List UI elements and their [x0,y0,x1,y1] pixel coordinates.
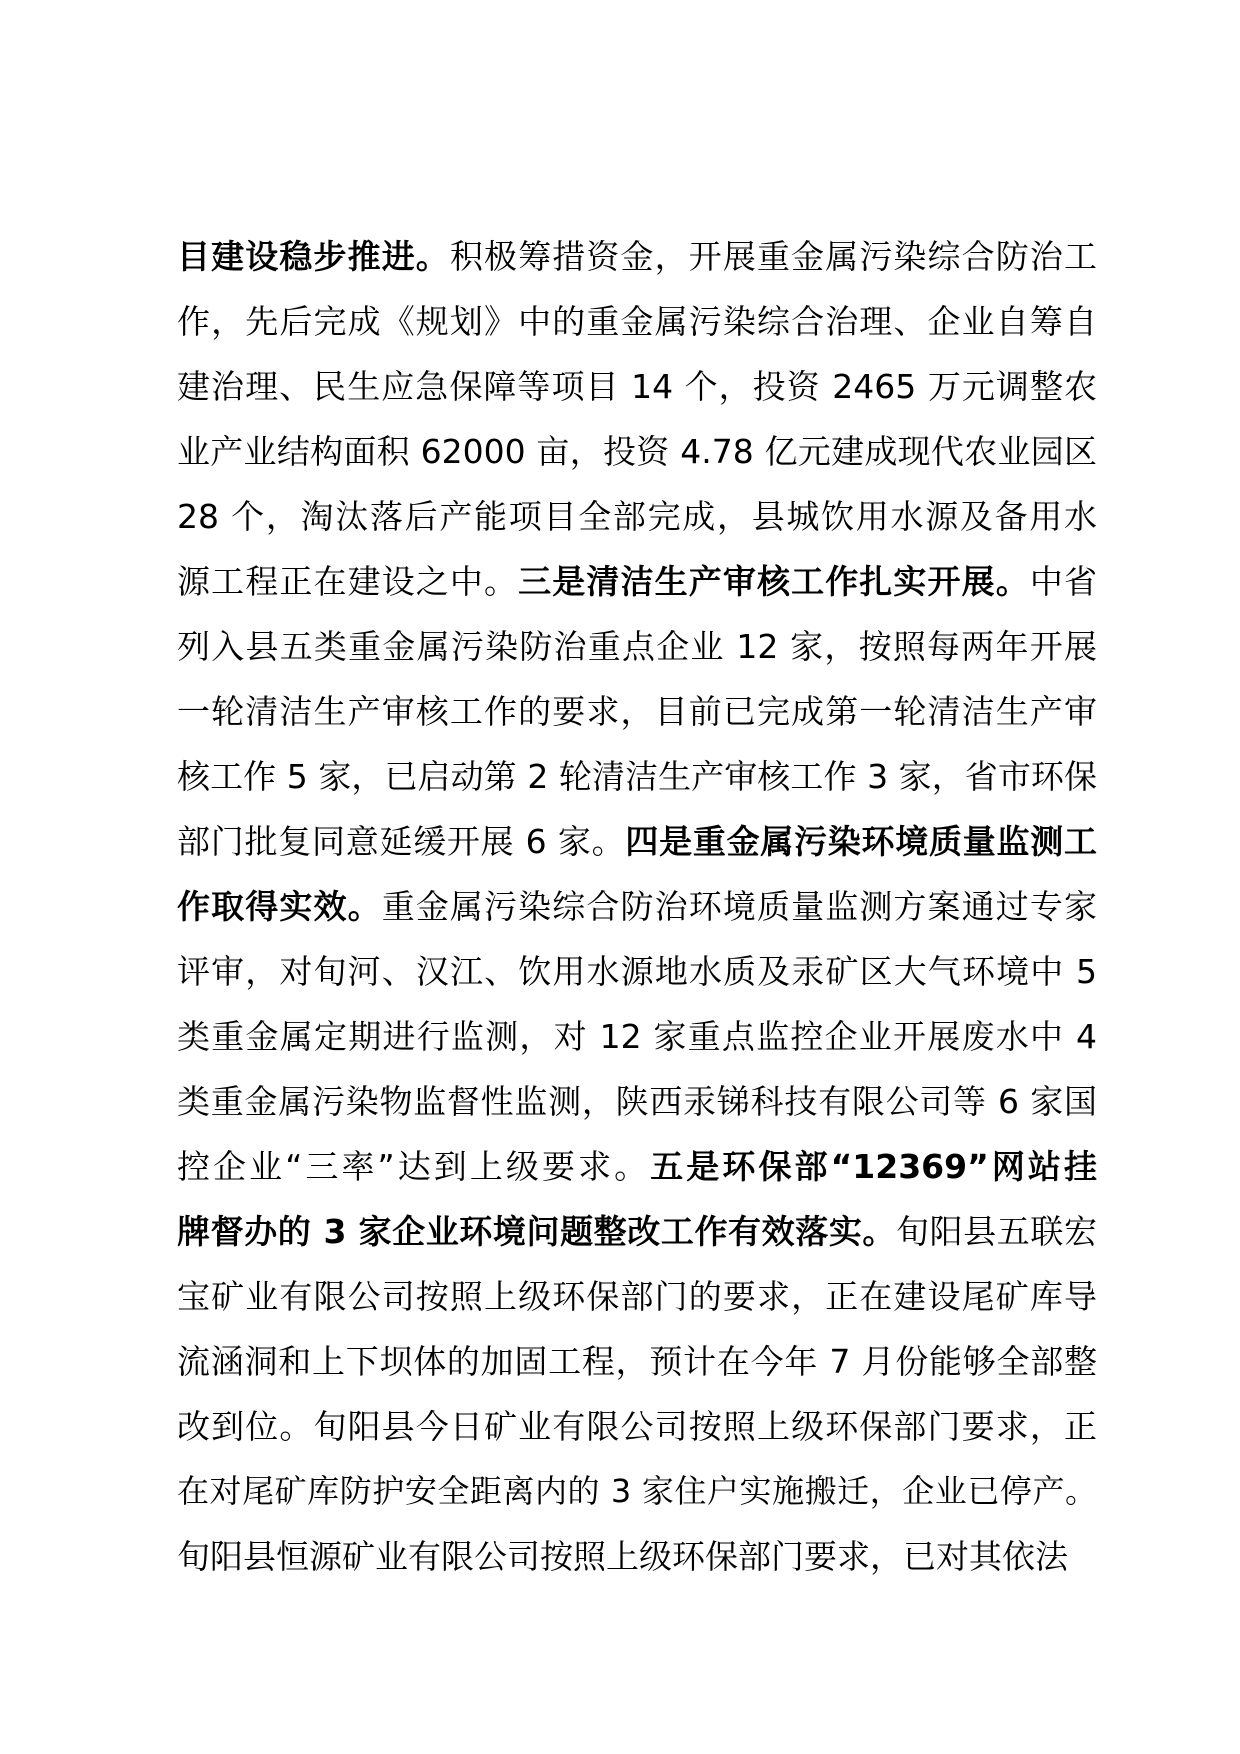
text-line [177,1004,1097,1069]
text-segment: 流涵洞和上下坝体的加固工程，预计在今年 7 月份能够全部整 [177,1342,1097,1381]
body-text [177,224,1097,1589]
text-line [177,809,1097,874]
text-line [177,1069,1097,1134]
text-line [177,354,1097,419]
text-segment: 类重金属污染物监督性监测，陕西汞锑科技有限公司等 6 家国 [177,1082,1097,1121]
bold-heading-segment: 五是环保部“12369”网站挂 [650,1147,1097,1186]
text-segment: 旬阳县恒源矿业有限公司按照上级环保部门要求，已对其依法 [177,1537,1068,1576]
text-segment: 积极筹措资金，开展重金属污染综合防治工 [449,237,1098,276]
text-segment: 建治理、民生应急保障等项目 14 个，投资 2465 万元调整农 [177,367,1097,406]
text-segment: 28 个，淘汰落后产能项目全部完成，县城饮用水源及备用水 [177,497,1097,536]
text-segment: 中省 [1029,562,1098,601]
text-segment: 类重金属定期进行监测，对 12 家重点监控企业开展废水中 4 [177,1017,1097,1056]
text-line [177,1394,1097,1459]
text-line [177,679,1097,744]
bold-heading-segment: 三是清洁生产审核工作扎实开展。 [518,562,1030,601]
text-segment: 一轮清洁生产审核工作的要求，目前已完成第一轮清洁生产审 [177,692,1097,731]
text-segment: 评审，对旬河、汉江、饮用水源地水质及汞矿区大气环境中 5 [177,952,1097,991]
bold-heading-segment: 牌督办的 3 家企业环境问题整改工作有效落实。 [177,1212,897,1251]
text-line [177,614,1097,679]
bold-heading-segment: 四是重金属污染环境质量监测工 [625,822,1097,861]
text-line [177,419,1097,484]
text-line [177,484,1097,549]
text-segment: 控企业“三率”达到上级要求。 [177,1147,651,1186]
text-line [177,224,1097,289]
text-line [177,1524,1097,1589]
bold-heading-segment: 作取得实效。 [177,887,382,926]
text-line [177,874,1097,939]
bold-heading-segment: 目建设稳步推进。 [177,237,450,276]
text-segment: 作，先后完成《规划》中的重金属污染综合治理、企业自筹自 [177,302,1097,341]
text-segment: 改到位。旬阳县今日矿业有限公司按照上级环保部门要求，正 [177,1407,1097,1446]
text-line [177,1264,1097,1329]
text-line [177,1199,1097,1264]
text-line [177,1134,1097,1199]
text-segment: 源工程正在建设之中。 [177,562,519,601]
text-segment: 业产业结构面积 62000 亩，投资 4.78 亿元建成现代农业园区 [177,432,1097,471]
text-line [177,744,1097,809]
text-segment: 在对尾矿库防护安全距离内的 3 家住户实施搬迁，企业已停产。 [177,1472,1097,1510]
text-segment: 宝矿业有限公司按照上级环保部门的要求，正在建设尾矿库导 [177,1277,1097,1316]
text-line [177,289,1097,354]
text-segment: 重金属污染综合防治环境质量监测方案通过专家 [381,887,1098,926]
text-line [177,939,1097,1004]
text-segment: 部门批复同意延缓开展 6 家。 [177,822,626,861]
text-line [177,549,1097,614]
text-segment: 列入县五类重金属污染防治重点企业 12 家，按照每两年开展 [177,627,1097,666]
text-line [177,1329,1097,1394]
text-line [177,1459,1097,1524]
text-segment: 核工作 5 家，已启动第 2 轮清洁生产审核工作 3 家，省市环保 [177,757,1097,796]
text-segment: 旬阳县五联宏 [896,1212,1097,1251]
